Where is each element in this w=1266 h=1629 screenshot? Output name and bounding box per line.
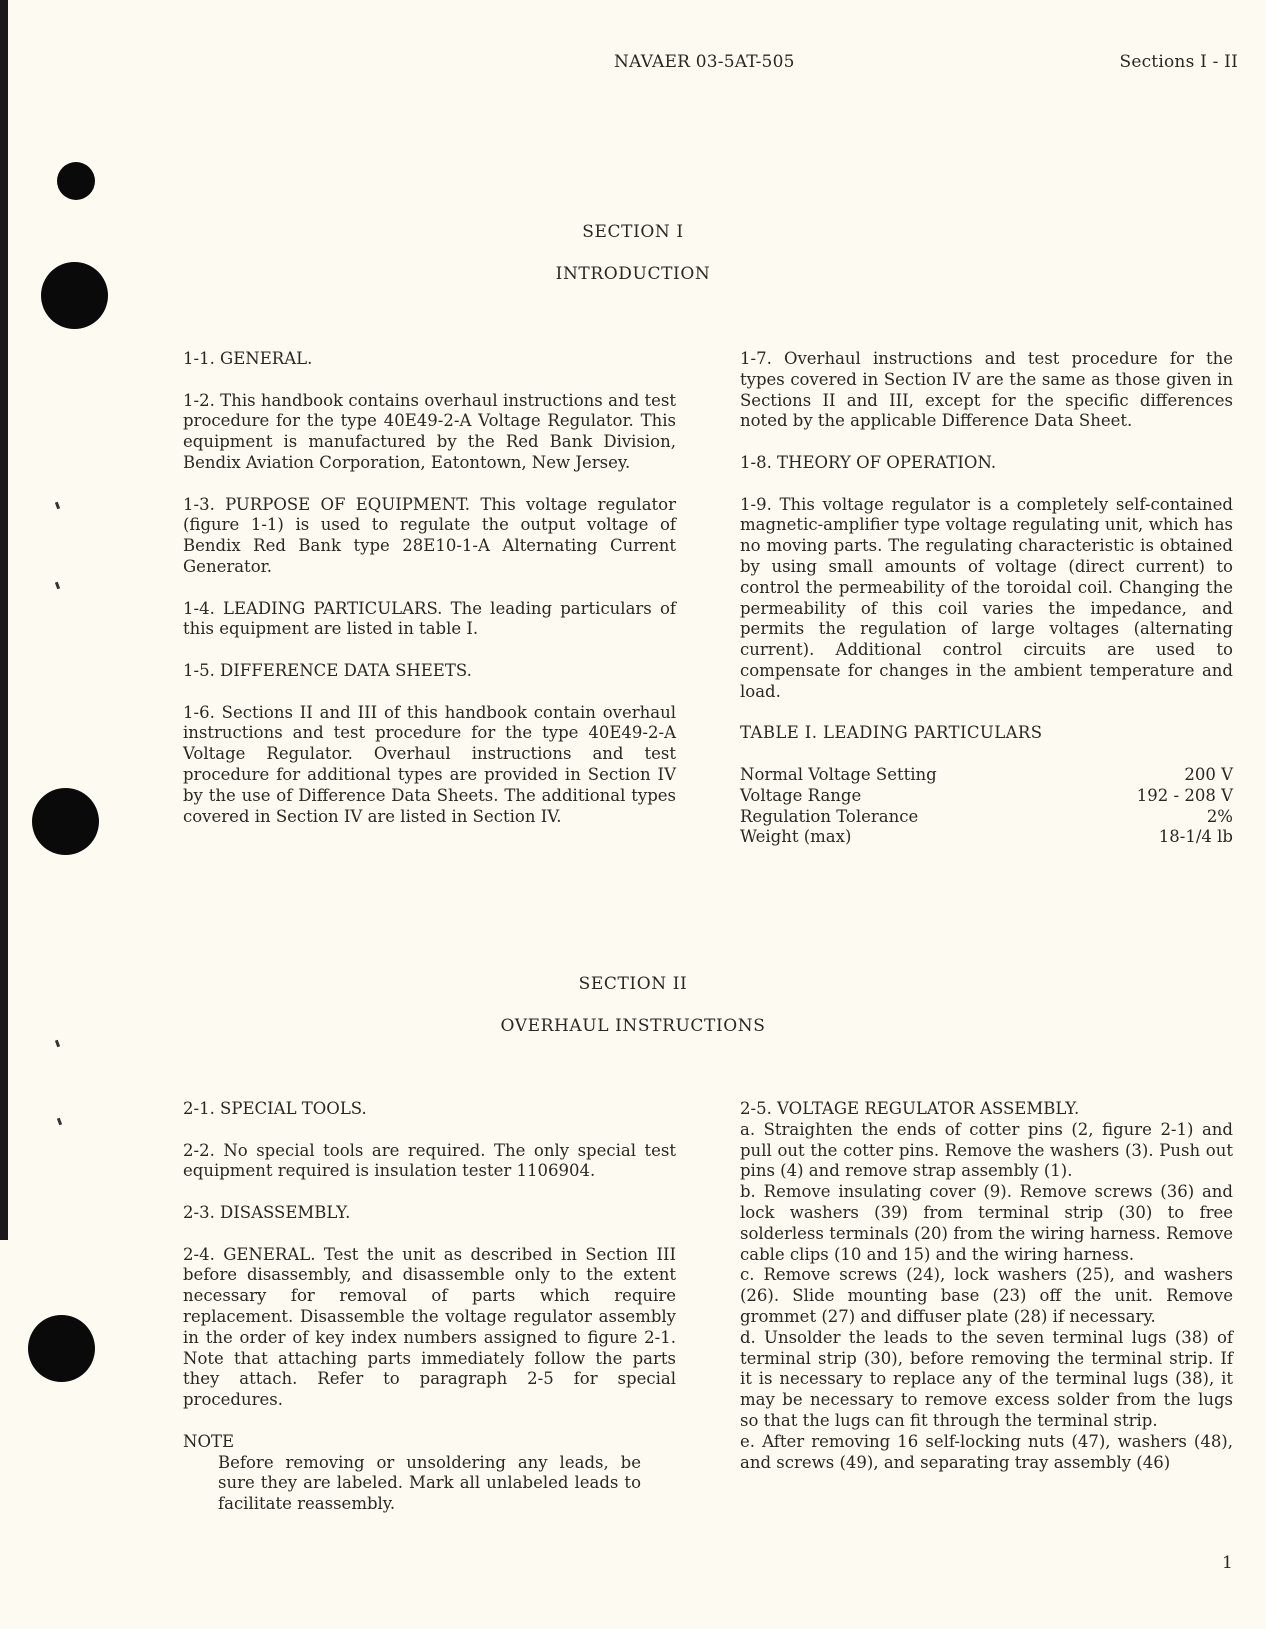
table-row (740, 765, 1233, 786)
paragraph-1-8: 1-8. THEORY OF OPERATION. (740, 452, 997, 472)
paragraph-1-2: 1-2. This handbook contains overhaul instructions and test procedure for the type 40E49-2-A Voltage Regulator. This equipment is manufactured by the Red Bank Division, Bendix Aviation Corporation, Eatontown, New Jersey. (183, 390, 676, 472)
paragraph-2-4: 2-4. GENERAL. Test the unit as described in Section III before disassembly, and disassemble only to the extent necessary for removal of parts which require replacement. Disassemble the voltage regulator assembly in the order of key index numbers assigned to figure 2-1. Note that attaching parts immediately follow the parts they attach. Refer to paragraph 2-5 for special procedures. (183, 1244, 676, 1410)
step-d: d. Unsolder the leads to the seven terminal lugs (38) of terminal strip (30), before removing the terminal strip. If it is necessary to replace any of the terminal lugs (38), it may be necessary to remove excess solder from the lugs so that the lugs can fit through the terminal strip. (740, 1327, 1233, 1430)
sections-label: Sections I - II (1119, 52, 1238, 72)
paragraph-1-9: 1-9. This voltage regulator is a completely self-contained magnetic-amplifier type voltage regulating unit, which has no moving parts. The regulating characteristic is obtained by using small amounts of voltage (direct current) to control the permeability of the toroidal coil. Changing the permeability of this coil varies the impedance, and permits the regulation of large voltages (alternating current). Additional control circuits are used to compensate for changes in the ambient temperature and load. (740, 494, 1233, 701)
document-number: NAVAER 03-5AT-505 (614, 52, 795, 72)
scan-edge-strip (0, 0, 8, 1240)
table-row (740, 786, 1233, 807)
row-value: 2% (1206, 806, 1233, 826)
paragraph-1-5: 1-5. DIFFERENCE DATA SHEETS. (183, 660, 472, 680)
punch-hole (28, 1315, 95, 1382)
table-1-title: TABLE I. LEADING PARTICULARS (740, 723, 1043, 743)
row-label: Regulation Tolerance (740, 806, 919, 826)
table-row (740, 807, 1233, 828)
paragraph-1-3: 1-3. PURPOSE OF EQUIPMENT. This voltage regulator (figure 1-1) is used to regulate the output voltage of Bendix Red Bank type 28E10-1-A Alternating Current Generator. (183, 494, 676, 576)
section-2-title: SECTION II (578, 974, 688, 994)
scan-speck (55, 1040, 60, 1048)
row-label: Weight (max) (740, 827, 852, 847)
step-b: b. Remove insulating cover (9). Remove screws (36) and lock washers (39) from terminal strip (30) to free solderless terminals (20) from the wiring harness. Remove cable clips (10 and 15) and the wiring harness. (740, 1182, 1233, 1264)
table-row (740, 827, 1233, 848)
scan-speck (57, 1118, 62, 1126)
row-label: Voltage Range (740, 785, 862, 805)
row-label: Normal Voltage Setting (740, 764, 937, 784)
paragraph-1-4: 1-4. LEADING PARTICULARS. The leading particulars of this equipment are listed in table I. (183, 598, 676, 639)
paragraph-2-5: 2-5. VOLTAGE REGULATOR ASSEMBLY. (740, 1099, 1080, 1118)
page-number: 1 (1222, 1553, 1233, 1573)
paragraph-2-1: 2-1. SPECIAL TOOLS. (183, 1099, 367, 1118)
scan-speck (55, 502, 60, 510)
note-body: Before removing or unsoldering any leads, be sure they are labeled. Mark all unlabeled leads to facilitate reassembly. (218, 1452, 641, 1514)
section-2-subtitle: OVERHAUL INSTRUCTIONS (500, 1016, 766, 1036)
section-2-left-column (183, 1099, 676, 1515)
paragraph-1-7: 1-7. Overhaul instructions and test procedure for the types covered in Section IV are the same as those given in Sections II and III, except for the specific differences noted by the applicable Difference Data Sheet. (740, 349, 1233, 431)
step-c: c. Remove screws (24), lock washers (25), and washers (26). Slide mounting base (23) off the unit. Remove grommet (27) and diffuser plate (28) if necessary. (740, 1265, 1233, 1326)
paragraph-1-1: 1-1. GENERAL. (183, 349, 313, 368)
row-value: 200 V (1184, 764, 1233, 784)
paragraph-2-2: 2-2. No special tools are required. The only special test equipment required is insulation tester 1106904. (183, 1140, 676, 1181)
section-1-title: SECTION I (582, 222, 684, 242)
step-a: a. Straighten the ends of cotter pins (2, figure 2-1) and pull out the cotter pins. Remove the washers (3). Push out pins (4) and remove strap assembly (1). (740, 1119, 1233, 1181)
section-1-right-column (740, 349, 1233, 848)
paragraph-2-3: 2-3. DISASSEMBLY. (183, 1202, 351, 1222)
step-e: e. After removing 16 self-locking nuts (47), washers (48), and screws (49), and separating tray assembly (46) (740, 1431, 1233, 1472)
section-2-right-column (740, 1099, 1233, 1473)
punch-hole (57, 162, 95, 200)
section-1-left-column (183, 349, 676, 827)
leading-particulars-table (740, 765, 1233, 848)
punch-hole (32, 788, 99, 855)
paragraph-1-6: 1-6. Sections II and III of this handbook contain overhaul instructions and test procedure for the type 40E49-2-A Voltage Regulator. Overhaul instructions and test procedure for additional types are provided in Section IV by the use of Difference Data Sheets. The additional types covered in Section IV are listed in Section IV. (183, 702, 676, 826)
section-1-subtitle: INTRODUCTION (555, 264, 711, 284)
row-value: 18-1/4 lb (1158, 827, 1233, 847)
scan-speck (55, 582, 60, 590)
note-title: NOTE (183, 1431, 235, 1451)
row-value: 192 - 208 V (1136, 785, 1233, 805)
